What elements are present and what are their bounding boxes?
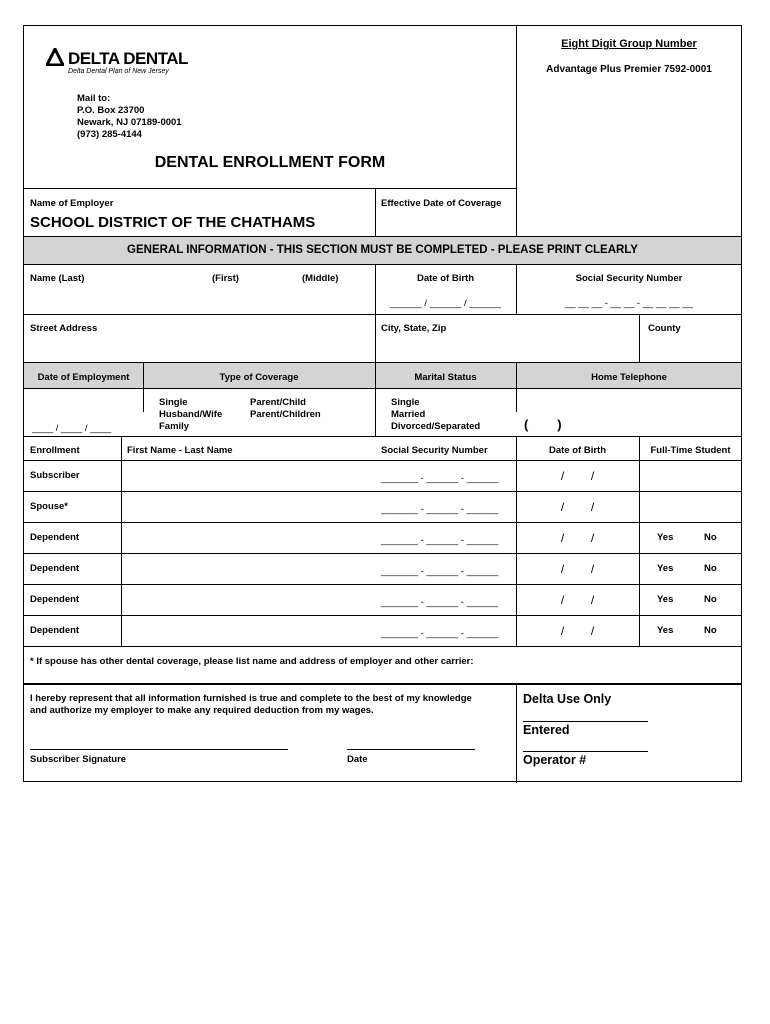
ssn-field[interactable]: _______ - ______ - ______ xyxy=(381,628,499,639)
logo: DELTA DENTAL xyxy=(68,49,188,68)
delta-triangle-icon xyxy=(46,48,64,66)
home-telephone-label: Home Telephone xyxy=(591,372,667,383)
dob-field[interactable]: / / xyxy=(560,562,595,576)
coverage-options-col2[interactable]: Parent/Child Parent/Children xyxy=(250,397,321,420)
employment-date-field[interactable]: ____ / ____ / ____ xyxy=(32,423,112,434)
group-number-label: Eight Digit Group Number xyxy=(561,38,697,50)
street-address-label: Street Address xyxy=(30,323,98,334)
student-no-option[interactable]: No xyxy=(704,625,717,636)
dob-header: Date of Birth xyxy=(549,445,606,456)
student-no-option[interactable]: No xyxy=(704,532,717,543)
row-label-dependent: Dependent xyxy=(30,563,80,574)
marital-status-label: Marital Status xyxy=(414,372,477,383)
logo-subtitle: Delta Dental Plan of New Jersey xyxy=(68,68,169,75)
row-label-dependent: Dependent xyxy=(30,625,80,636)
mail-to-address: Mail to: P.O. Box 23700 Newark, NJ 07189-0001 (973) 285-4144 xyxy=(77,93,182,140)
ssn-field[interactable]: _______ - ______ - ______ xyxy=(381,535,499,546)
student-yes-option[interactable]: Yes xyxy=(657,594,674,605)
marital-status-options[interactable]: Single Married Divorced/Separated xyxy=(391,397,481,432)
row-label-dependent: Dependent xyxy=(30,532,80,543)
signature-line[interactable] xyxy=(30,749,288,750)
date-line[interactable] xyxy=(347,749,475,750)
ssn-label: Social Security Number xyxy=(575,273,683,284)
student-no-option[interactable]: No xyxy=(704,563,717,574)
dob-field[interactable]: / / xyxy=(560,593,595,607)
ssn-field[interactable]: _______ - ______ - ______ xyxy=(381,504,499,515)
row-label-spouse: Spouse* xyxy=(30,501,69,512)
spouse-coverage-note: * If spouse has other dental coverage, please list name and address of employer and other carrier: xyxy=(30,656,474,667)
subscriber-signature-label: Subscriber Signature xyxy=(30,754,127,765)
student-yes-option[interactable]: Yes xyxy=(657,563,674,574)
employer-label: Name of Employer xyxy=(30,198,114,209)
delta-operator-label: Operator # xyxy=(523,753,587,767)
dob-label: Date of Birth xyxy=(417,273,474,284)
row-label-dependent: Dependent xyxy=(30,594,80,605)
form-title: DENTAL ENROLLMENT FORM xyxy=(154,154,386,171)
dob-field[interactable]: / / xyxy=(560,531,595,545)
row-label-subscriber: Subscriber xyxy=(30,470,80,481)
dob-field[interactable]: / / xyxy=(560,500,595,514)
type-of-coverage-label: Type of Coverage xyxy=(219,372,299,383)
name-middle-label: (Middle) xyxy=(302,273,339,284)
ssn-field[interactable]: _______ - ______ - ______ xyxy=(381,566,499,577)
name-header: First Name - Last Name xyxy=(127,445,233,456)
name-first-label: (First) xyxy=(212,273,239,284)
student-header: Full-Time Student xyxy=(650,445,731,456)
name-last-label: Name (Last) xyxy=(30,273,85,284)
coverage-options-col1[interactable]: Single Husband/Wife Family xyxy=(159,397,223,432)
date-of-employment-label: Date of Employment xyxy=(37,372,130,383)
employer-name[interactable]: SCHOOL DISTRICT OF THE CHATHAMS xyxy=(30,214,316,231)
dob-field[interactable]: / / xyxy=(560,624,595,638)
delta-use-only-title: Delta Use Only xyxy=(523,692,612,706)
ssn-field[interactable]: __ __ __ - __ __ - __ __ __ __ xyxy=(565,298,693,309)
ssn-field[interactable]: _______ - ______ - ______ xyxy=(381,597,499,608)
effective-date-label: Effective Date of Coverage xyxy=(381,198,502,209)
student-yes-option[interactable]: Yes xyxy=(657,532,674,543)
home-telephone-field[interactable]: ( ) xyxy=(524,417,562,432)
delta-entered-label: Entered xyxy=(523,723,570,737)
city-state-zip-label: City, State, Zip xyxy=(381,323,447,334)
group-number-value: Advantage Plus Premier 7592-0001 xyxy=(546,64,712,75)
dob-field[interactable]: ______ / ______ / ______ xyxy=(390,298,501,309)
enrollment-rows xyxy=(24,460,741,646)
enrollment-header: Enrollment xyxy=(30,445,80,456)
ssn-header: Social Security Number xyxy=(381,445,488,456)
general-info-banner: GENERAL INFORMATION - THIS SECTION MUST BE COMPLETED - PLEASE PRINT CLEARLY xyxy=(127,244,638,256)
student-no-option[interactable]: No xyxy=(704,594,717,605)
signature-date-label: Date xyxy=(347,754,368,765)
enrollment-form xyxy=(23,25,742,782)
ssn-field[interactable]: _______ - ______ - ______ xyxy=(381,473,499,484)
certification-text: I hereby represent that all information furnished is true and complete to the best of my knowledge and authorize my employer to make any required deduction from my wages. xyxy=(30,693,472,716)
dob-field[interactable]: / / xyxy=(560,469,595,483)
county-label: County xyxy=(648,323,681,334)
student-yes-option[interactable]: Yes xyxy=(657,625,674,636)
